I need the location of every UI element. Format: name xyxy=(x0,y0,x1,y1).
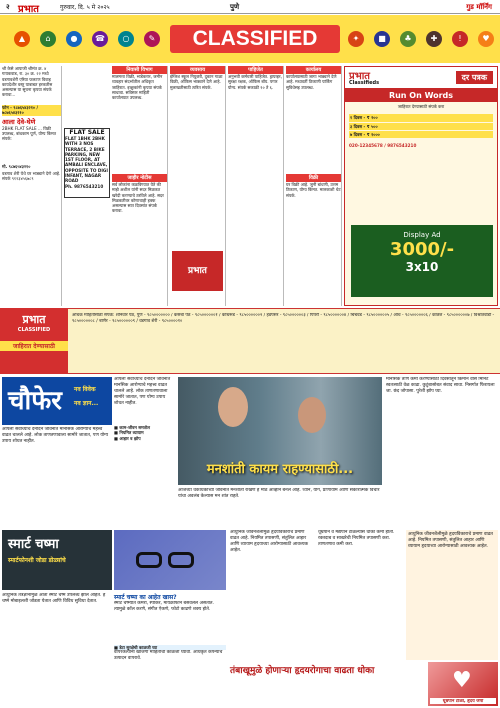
flat-sale-box xyxy=(64,128,110,198)
flat-sale-title: FLAT SALE xyxy=(69,129,105,136)
classified-column-3 xyxy=(170,66,226,306)
rate-card-tag: दर पत्रक xyxy=(456,71,493,84)
display-ad-label: Display Ad xyxy=(403,231,441,239)
column-heading-2: विक्री xyxy=(286,174,341,182)
article-bullet: ■ आहार व झोप xyxy=(114,435,141,441)
display-ad-box xyxy=(351,225,493,297)
column-heading-2: जाहीर नोटीस xyxy=(112,174,167,182)
flat-sale-body: FLAT 1BHK 2BHK WITH 3 NOS TERRACE, 2 BIKE PARKING, NEW 1ST FLOOR, AT AMBALI ENCLAVE, OPPOSITE TO DIGI INFANT, NAGAR ROAD xyxy=(65,136,108,184)
rate-card xyxy=(344,66,498,306)
misc-text: वडगाव शेरी येथे घर भाड्याने देणे आहे. संपर्क ९१२३४५६७८९ xyxy=(2,170,61,182)
smart-glasses-mid xyxy=(114,593,226,706)
price-row: ३ दिवस - ₹ ५०० xyxy=(349,123,493,130)
price-row: १ दिवस - ₹ २०० xyxy=(349,114,493,121)
page-number: २ xyxy=(6,3,10,11)
issue-date: गुरुवार, दि. ५ मे २०२५ xyxy=(60,4,110,11)
page-header xyxy=(0,0,500,14)
article-subtitle: नव ज्ञान... xyxy=(74,400,99,407)
display-ad-size: 3x10 xyxy=(405,260,439,274)
car-icon: ▲ xyxy=(14,31,30,47)
column-body-2: घर विक्री आहे. जुनी बांधणी, उत्तम ठिकाण, योग्य किंमत. मालकाशी थेट संपर्क. xyxy=(286,182,341,198)
tools-icon: ✚ xyxy=(426,31,442,47)
column-body: इंग्लिश स्कूल नियुक्ती, दुकान गाळा विक्री, ऑफिस भाड्याने देणे आहे. मुलाखतीसाठी त्वरित संपर्क. xyxy=(170,74,223,90)
run-on-words: Run On Words xyxy=(345,89,497,102)
heart-article-body-2: धूम्रपान व मद्यपान टाळल्यास धोका कमी होतो. रक्तदाब व साखरेची नियमित तपासणी करा. ताणतणाव कमी करा. xyxy=(318,530,395,547)
article-bullet: ■ नियमित व्यायाम xyxy=(114,430,144,436)
manshanti-photo xyxy=(178,377,382,485)
column-heading: निवासी विभाग xyxy=(112,66,167,74)
key-icon: ✦ xyxy=(348,31,364,47)
article-title: स्मार्ट चष्मा xyxy=(8,537,59,552)
strip-badge-sub: CLASSIFIED xyxy=(17,327,51,333)
heart-headline-box xyxy=(230,662,426,706)
classified-column-2 xyxy=(112,66,168,306)
edition-label: गुड मॉर्निंग xyxy=(466,3,492,11)
manshanti-right-column: मानसिक ताण कमी करण्यासाठी दिवसातून किमान वीस मिनिटे स्वतःसाठी वेळ काढा. कुटुंबासोबत संवाद साधा. निसर्गात फिरायला जा. छंद जोपासा. पुरेशी झोप घ्या. xyxy=(386,377,495,394)
article-kicker: नव विवेक xyxy=(74,386,96,393)
column-body: मालमत्ता विक्री, भाडेकरार, जमीन व्यवहार संदर्भातील अधिकृत जाहिरात. इच्छुकांनी कृपया संपर्क साधावा. सविस्तर माहिती कार्यालयात उपलब्ध. xyxy=(112,74,163,101)
rate-card-contact: 020-12345678 / 9876543210 xyxy=(349,143,417,149)
strip-badge-tag: जाहिरात देण्यासाठी xyxy=(0,341,68,351)
face-shape xyxy=(218,387,248,427)
flat-sale-phone: Ph. 9876543210 xyxy=(65,184,104,189)
column-body: अनुभवी कर्मचारी पाहिजेत. ड्रायव्हर, सुरक्षा रक्षक, ऑफिस बॉय. पगार योग्य. संपर्क सकाळी १० ते ६. xyxy=(228,74,282,90)
classified-column-1 xyxy=(2,66,62,306)
smart-glasses-photo xyxy=(114,530,226,590)
contact-strip xyxy=(0,308,500,374)
column-body: कार्यालयासाठी जागा भाड्याने देणे आहे. मध्यवर्ती ठिकाणी पार्किंग सुविधेसह उपलब्ध. xyxy=(286,74,337,90)
article-subhead-2: ■ डेटा सुरक्षेची काळजी घ्या xyxy=(114,645,226,650)
column-heading: व्यवसाय xyxy=(170,66,225,74)
rate-card-logo: प्रभात xyxy=(349,71,371,82)
face-shape xyxy=(298,397,326,433)
display-ad-price: 3000/- xyxy=(389,239,455,260)
flat-title: आला देवे-घेणे xyxy=(2,117,36,126)
rings-icon: ○ xyxy=(118,31,134,47)
house-icon: ⌂ xyxy=(40,31,56,47)
classified-banner xyxy=(0,15,500,63)
banner-title: CLASSIFIED xyxy=(170,25,340,53)
heart-icon: ♥ xyxy=(452,668,472,693)
article-headline: मनशांती कायम राहण्यासाठी... xyxy=(206,462,354,477)
flat-phone: मो. ९८७६५४३२१० xyxy=(2,163,31,169)
article-chaupher-cont xyxy=(114,377,176,527)
heart-note: धूम्रपान टाळा, हृदय जपा xyxy=(430,698,496,704)
article-title: चौफेर xyxy=(8,386,62,416)
rate-card-note: जाहिरात देण्यासाठी संपर्क करा xyxy=(397,104,445,109)
notice-text: श्री केसे आपाजी श्रीमंत क्र. ४ गायकवाड, रा. ३० क्र. २२ मध्ये वडगावशेरी एरिया फलटण विवाह कायदेशीर वस्तु याबाबत हरकतीस असल्यास या सूचना कृपया संपर्क करावा... xyxy=(2,66,53,98)
notice-icon: ! xyxy=(452,31,468,47)
newspaper-logo: प्रभात xyxy=(18,4,40,15)
heart-photo xyxy=(428,662,498,706)
article-chaupher xyxy=(2,377,112,527)
column-heading: पाहिजेत xyxy=(228,66,283,74)
strip-badge xyxy=(0,308,68,374)
contact-strip-text: अधिक माहितीसाठी संपर्क: शनिवार पेठ, पुणे - ९८५००००००० / कसबा पेठ - ९८५००००००१ / कोथरूड - ९८५००००००२ / हडपसर - ९८५००००००३ / पिंपरी - ९८५००००००४ / चिंचवड - ९८५००००००५ / औंध - ९८५००००००६ / कात्रज - ९८५००००००७ / विश्रांतवाडी - ९८५००००००८ / बाणेर - ९८५००००००९ / वडगाव शेरी - ९८५००००१० xyxy=(72,313,495,324)
price-row: ७ दिवस - ₹ १००० xyxy=(349,131,493,138)
glasses-lens-icon xyxy=(136,552,162,568)
article-bullet: ■ काम-जीवन समतोल xyxy=(114,425,150,430)
article-headline: तंबाखूमुळे होणाऱ्या हृदयरोगाचा वाढता धोका xyxy=(230,666,375,676)
heart-article-body-3: आधुनिक जीवनशैलीमुळे हृदयविकाराचे प्रमाण वाढत आहे. नियमित तपासणी, संतुलित आहार आणि व्यायाम हृदयाच्या आरोग्यासाठी आवश्यक आहेत. xyxy=(408,532,493,549)
heart-article-body: आधुनिक जीवनशैलीमुळे हृदयविकाराचे प्रमाण वाढत आहे. नियमित तपासणी, संतुलित आहार आणि व्यायाम हृदयाच्या आरोग्यासाठी आवश्यक आहेत. xyxy=(230,530,309,553)
heart-article-right xyxy=(406,530,498,660)
article-smart-glasses xyxy=(2,530,112,706)
smart-glasses-banner xyxy=(2,530,112,590)
article-body: आपली सर्वांच्याच दैनंदिन जीवनात मानसिक आरोग्याचे महत्त्व वाढत चालले आहे. लोक ताणतणावाला सामोरे जातात, पण योग्य उपाय शोधत नाहीत. xyxy=(114,377,171,406)
column-heading: कार्यालय xyxy=(286,66,341,74)
job-icon: ● xyxy=(66,31,82,47)
article-banner xyxy=(2,377,112,425)
land-icon: ♣ xyxy=(400,31,416,47)
classified-column-5 xyxy=(286,66,342,306)
city-label: पुणे xyxy=(230,3,240,11)
strip-badge-logo: प्रभात xyxy=(22,313,46,326)
article-body: स्मार्ट चष्म्यात कॅमेरा, स्पीकर, मायक्रोफोन बसवलेले असतात. त्यामुळे कॉल करणे, संगीत ऐकणे, फोटो काढणे शक्य होते. xyxy=(114,601,215,612)
education-icon: ✎ xyxy=(144,31,160,47)
digital-prabhat-ad: प्रभात xyxy=(172,251,223,291)
article-subtitle: स्मार्टफोनशी जोडा डोळ्यांचे xyxy=(8,557,66,564)
article-body-2: वापरकर्त्यांनी खाजगी माहितीची काळजी घ्यावी. अधिकृत कंपन्यांचे उत्पादन वापरावे. xyxy=(114,650,223,662)
manshanti-body: आजच्या धकाधकीच्या जीवनात मनशांती राखणे हे मोठे आव्हान बनले आहे. ध्यान, योग, प्राणायाम आणि सकारात्मक विचार यांचा अवलंब केल्यास मन शांत राहते. xyxy=(178,488,380,499)
article-body: आपली सर्वांच्याच दैनंदिन जीवनात मानसिक आरोग्याचे महत्त्व वाढत चालले आहे. लोक ताणतणावाला सामोरे जातात, पण योग्य उपाय शोधत नाहीत. xyxy=(2,427,109,444)
flat-body: 2BHK FLAT SALE ... विक्री उपलब्ध, बांधकाम पूर्ण, योग्य किंमत संपर्क: xyxy=(2,125,56,142)
phone-icon: ☎ xyxy=(92,31,108,47)
rate-card-brand-sub: Classifieds xyxy=(349,80,380,86)
classified-column-4 xyxy=(228,66,284,306)
glasses-lens-icon xyxy=(168,552,194,568)
notice-phone: फोन - ९८७६५४३२१० / ७८७६५४३२१० xyxy=(2,105,61,116)
health-icon: ♥ xyxy=(478,31,494,47)
article-subhead: स्मार्ट चष्मा का आहेत खास? xyxy=(114,594,177,601)
column-body-2: सर्व लोकांना कळविण्यात येते की माझे अशील यांनी सदर मिळकत खरेदी करण्याचे ठरविले आहे. सदर मिळकतीवर कोणाचाही हक्क असल्यास सात दिवसांत संपर्क करावा. xyxy=(112,182,164,214)
article-body: आधुनिक तंत्रज्ञानामुळे आता स्मार्ट चष्मे उपलब्ध झाले आहेत. हे चष्मे मोबाइलशी जोडता येतात आणि विविध सुविधा देतात. xyxy=(2,593,106,604)
building-icon: ■ xyxy=(374,31,390,47)
